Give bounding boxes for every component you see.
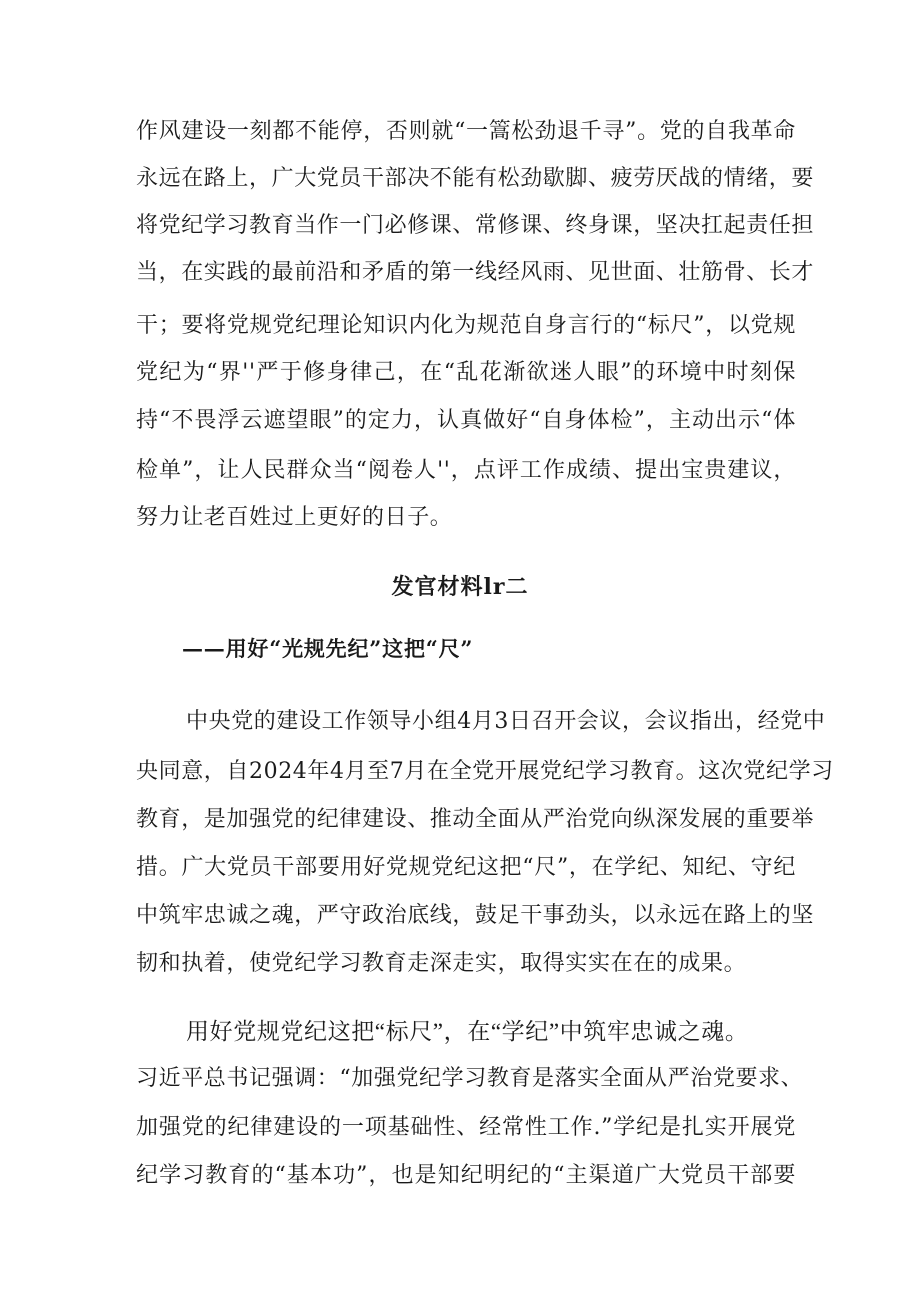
section-title: 发官材料lr二 xyxy=(391,574,529,600)
text-line: 加强党的纪律建设的一项基础性、经常性工作.”学纪是扎实开展党 xyxy=(136,1115,796,1140)
text-line: 中筑牢忠诚之魂，严守政治底线，鼓足干事劲头，以永远在路上的坚 xyxy=(136,903,815,928)
text-line: 教育，是加强党的纪律建设、推动全面从严治党向纵深发展的重要举 xyxy=(136,807,815,832)
section-subtitle: ——用好“光规先纪”这把“尺” xyxy=(182,636,474,661)
text-line: 韧和执着，使党纪学习教育走深走实，取得实实在在的成果。 xyxy=(136,951,747,976)
text-line: 习近平总书记强调：“加强党纪学习教育是落实全面从严治党要求、 xyxy=(136,1066,804,1091)
text-line: 党纪为“界''严于修身律己，在“乱花渐欲迷人眼”的环境中时刻保 xyxy=(136,360,796,385)
text-line: 当，在实践的最前沿和矛盾的第一线经风雨、见世面、壮筋骨、长才 xyxy=(136,260,815,285)
text-line: 持“不畏浮云遮望眼”的定力，认真做好“自身体检”，主动出示“体 xyxy=(136,408,796,433)
text-line: 央同意，自2024年4月至7月在全党开展党纪学习教育。这次党纪学习 xyxy=(136,759,834,784)
text-line: 永远在路上，广大党员干部决不能有松劲歇脚、疲劳厌战的情绪，要 xyxy=(136,166,815,191)
text-line: 用好党规党纪这把“标尺”，在“学纪”中筑牢忠诚之魂。 xyxy=(186,1019,749,1044)
text-line: 作风建设一刻都不能停，否则就“一篙松劲退千寻”。党的自我革命 xyxy=(136,119,796,144)
text-line: 措。广大党员干部要用好党规党纪这把“尺”，在学纪、知纪、守纪 xyxy=(136,855,796,880)
text-line: 干；要将党规党纪理论知识内化为规范自身言行的“标尺”，以党规 xyxy=(136,313,796,338)
text-line: 将党纪学习教育当作一门必修课、常修课、终身课，坚决扛起责任担 xyxy=(136,213,815,238)
text-line: 中央党的建设工作领导小组4月3日召开会议，会议指出，经党中 xyxy=(186,709,826,734)
text-line: 纪学习教育的“基本功”，也是知纪明纪的“主渠道广大党员干部要 xyxy=(136,1163,796,1188)
text-line: 努力让老百姓过上更好的日子。 xyxy=(136,505,453,530)
text-line: 检单”，让人民群众当“阅卷人''，点评工作成绩、提出宝贵建议， xyxy=(136,458,796,483)
